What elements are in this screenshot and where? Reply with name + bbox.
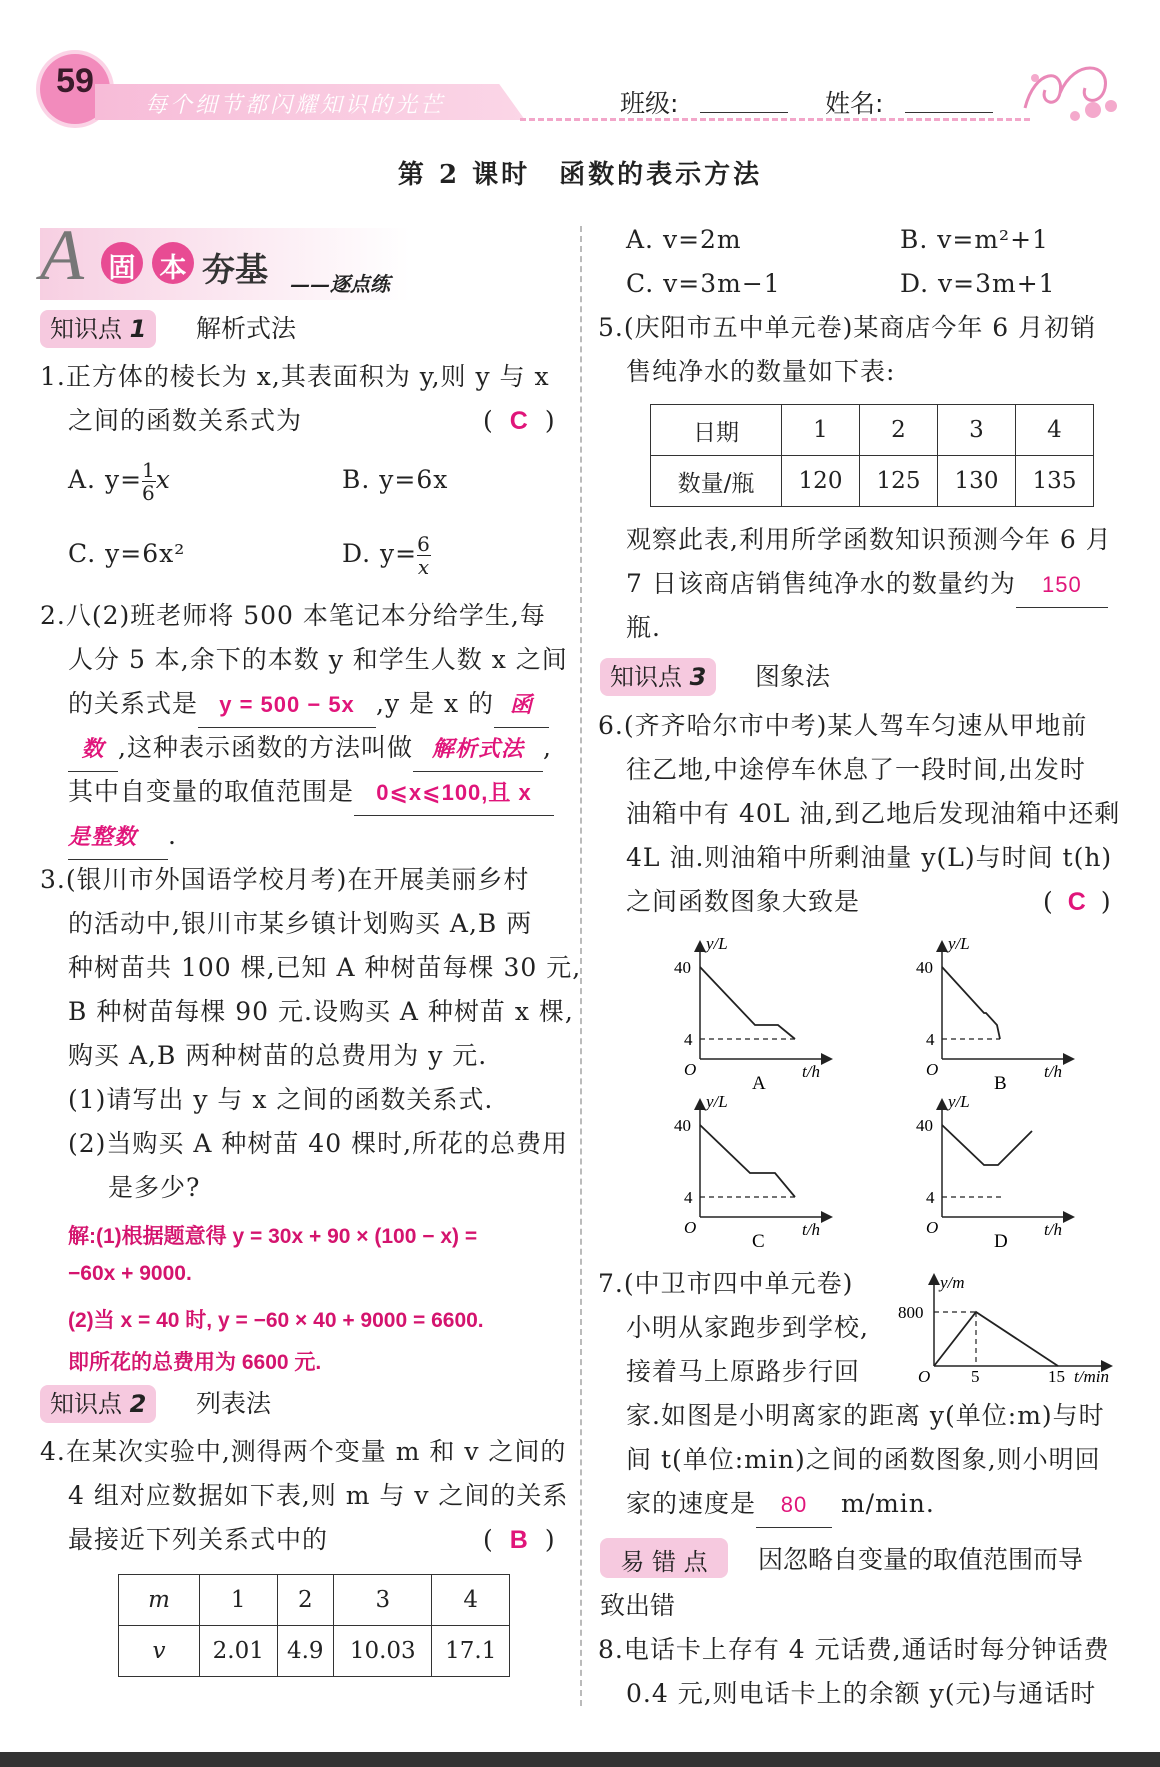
q2-blank-1[interactable]: y = 500 − 5x [198, 683, 376, 728]
graph-c [674, 1092, 830, 1252]
q6-line-3: 油箱中有 40L 油,到乙地后发现油箱中还剩 [626, 799, 1121, 828]
q1-answer: C [509, 407, 529, 435]
q4-option-b: B. v=m²+1 [900, 225, 1049, 254]
class-input-line[interactable] [700, 112, 788, 113]
graph-a-xlabel: t/h [802, 1062, 820, 1081]
q4-table [118, 1574, 510, 1677]
table-row [651, 405, 1094, 456]
q7-line-2: 小明从家跑步到学校, [626, 1313, 869, 1342]
graph-b-label: B [994, 1073, 1007, 1094]
error-point-tag: 易 错 点 [620, 1548, 708, 1576]
q4-option-d: D. v=3m+1 [900, 269, 1056, 298]
table-row [651, 456, 1094, 507]
graph-a-y4: 4 [684, 1030, 693, 1049]
q2-line-4: 数 ,这种表示函数的方法叫做 解析式法 , [68, 726, 552, 772]
table-cell: m [119, 1575, 200, 1626]
q7-line-1: 7.(中卫市四中单元卷) [598, 1269, 854, 1298]
table-row [119, 1575, 510, 1626]
banner-title: 夯基 [202, 250, 268, 289]
q3-line-3: 种树苗共 100 棵,已知 A 种树苗每棵 30 元, [68, 953, 582, 982]
graph-d-origin: O [926, 1218, 939, 1237]
q7-graph-origin: O [918, 1367, 931, 1386]
q1-option-a: A. y= $\frac{1}{6}$ x [68, 458, 171, 505]
q2-line-6: 是整数 . [68, 814, 177, 860]
graph-b-origin: O [926, 1060, 939, 1079]
q4-option-a: A. v=2m [626, 225, 742, 254]
q7-graph-xlabel: t/min [1074, 1367, 1109, 1386]
table-cell: 1 [782, 405, 860, 456]
graph-c-ylabel: y/L [706, 1092, 728, 1111]
q4-option-c: C. v=3m−1 [626, 269, 781, 298]
knowledge-point-3-tag: 知识点 3 [600, 658, 716, 696]
name-label: 姓名: [825, 89, 884, 118]
table-cell: 125 [860, 456, 938, 507]
banner-char-1: 固 [108, 253, 136, 284]
graph-a-y40: 40 [674, 958, 691, 977]
q3-sub-1: (1)请写出 y 与 x 之间的函数关系式. [68, 1085, 494, 1114]
lesson-title: 第 2 课时 函数的表示方法 [397, 160, 763, 190]
graph-a-label: A [752, 1073, 766, 1094]
q3-answer-2: −60x + 9000. [68, 1262, 192, 1285]
q6-line-4: 4L 油.则油箱中所剩油量 y(L)与时间 t(h) [626, 843, 1113, 872]
q2-line-2: 人分 5 本,余下的本数 y 和学生人数 x 之间 [68, 645, 568, 674]
flourish-icon [1015, 48, 1125, 128]
graph-b [916, 935, 1072, 1094]
q7-line-5: 间 t(单位:min)之间的函数图象,则小明回 [626, 1445, 1101, 1474]
q4-line-1: 4.在某次实验中,测得两个变量 m 和 v 之间的 [40, 1437, 567, 1466]
table-cell: 4 [432, 1575, 510, 1626]
q3-sub-2b: 是多少? [108, 1173, 201, 1202]
q7-line-6: 家的速度是 80 m/min. [626, 1482, 935, 1528]
section-banner-letter: A [40, 215, 84, 295]
q6-answer: C [1067, 888, 1087, 916]
q6-line-1: 6.(齐齐哈尔市中考)某人驾车匀速从甲地前 [598, 711, 1088, 740]
q5-line-5: 瓶. [626, 613, 661, 642]
knowledge-point-2-title: 列表法 [196, 1389, 272, 1418]
q1-option-c: C. y=6x² [68, 539, 186, 568]
banner-char-2: 本 [159, 253, 187, 284]
banner-suffix: ——逐点练 [290, 272, 390, 296]
q1-option-d: D. y= $\frac{6}{x}$ [342, 532, 431, 579]
q2-blank-2-cont[interactable]: 数 [68, 727, 118, 772]
q3-answer-1: 解:(1)根据题意得 y = 30x + 90 × (100 − x) = [68, 1225, 478, 1248]
q5-line-2: 售纯净水的数量如下表: [626, 357, 896, 386]
q7-blank[interactable]: 80 [756, 1483, 832, 1528]
graph-c-xlabel: t/h [802, 1220, 820, 1239]
q6-graphs [660, 935, 1100, 1255]
graph-a-origin: O [684, 1060, 697, 1079]
name-input-line[interactable] [905, 112, 993, 113]
table-cell: 3 [334, 1575, 432, 1626]
header-slogan: 每个细节都闪耀知识的光芒 [145, 93, 446, 118]
q6-line-2: 往乙地,中途停车休息了一段时间,出发时 [626, 755, 1086, 784]
q3-sub-2a: (2)当购买 A 种树苗 40 棵时,所花的总费用 [68, 1129, 569, 1158]
page-number: 59 [56, 62, 94, 100]
header-dashed-line [520, 118, 1030, 121]
table-cell: 10.03 [334, 1626, 432, 1677]
q2-blank-2[interactable]: 函 [494, 683, 549, 728]
q7-line-4: 家.如图是小明离家的距离 y(单位:m)与时 [626, 1401, 1105, 1430]
table-cell: 2 [277, 1575, 334, 1626]
q2-blank-3[interactable]: 解析式法 [413, 727, 543, 772]
table-cell: 2.01 [200, 1626, 278, 1677]
table-cell: 1 [200, 1575, 278, 1626]
q2-line-3: 的关系式是 y = 500 − 5x ,y 是 x 的 函 [68, 682, 549, 728]
q3-answer-4: 即所花的总费用为 6600 元. [68, 1351, 322, 1374]
table-cell: 130 [938, 456, 1016, 507]
knowledge-point-2-tag: 知识点 2 [40, 1385, 156, 1423]
table-cell: 日期 [651, 405, 782, 456]
q3-line-1: 3.(银川市外国语学校月考)在开展美丽乡村 [40, 865, 530, 894]
table-cell: v [119, 1626, 200, 1677]
q1-line-2: 之间的函数关系式为 [68, 406, 303, 435]
q8-line-2: 0.4 元,则电话卡上的余额 y(元)与通话时 [626, 1679, 1097, 1708]
q6-answer-bracket: ( C ) [1043, 887, 1112, 916]
graph-b-ylabel: y/L [948, 935, 970, 953]
q7-graph [890, 1268, 1130, 1388]
table-cell: 2 [860, 405, 938, 456]
q5-line-3: 观察此表,利用所学函数知识预测今年 6 月 [626, 525, 1112, 554]
table-cell: 4.9 [277, 1626, 334, 1677]
graph-a [674, 935, 830, 1094]
graph-d-y40: 40 [916, 1116, 933, 1135]
class-label: 班级: [620, 89, 679, 118]
q4-answer-bracket: ( B ) [483, 1525, 556, 1554]
graph-d [916, 1092, 1072, 1252]
q4-line-3: 最接近下列关系式中的 [68, 1525, 329, 1554]
q7-graph-y800: 800 [898, 1303, 924, 1322]
knowledge-point-1-title: 解析式法 [196, 314, 297, 343]
q5-line-1: 5.(庆阳市五中单元卷)某商店今年 6 月初销 [598, 313, 1097, 342]
graph-c-origin: O [684, 1218, 697, 1237]
q2-line-5: 其中自变量的取值范围是 0⩽x⩽100,且 x [68, 770, 554, 816]
error-point-title-2: 致出错 [600, 1591, 676, 1620]
table-cell: 120 [782, 456, 860, 507]
q2-blank-4-cont[interactable]: 是整数 [68, 815, 168, 860]
graph-c-label: C [752, 1231, 765, 1252]
q3-line-4: B 种树苗每棵 90 元.设购买 A 种树苗 x 棵, [68, 997, 574, 1026]
table-row [119, 1626, 510, 1677]
q7-graph-ylabel: y/m [940, 1273, 965, 1292]
q2-line-1: 2.八(2)班老师将 500 本笔记本分给学生,每 [40, 601, 546, 630]
q7-graph-x15: 15 [1048, 1367, 1065, 1386]
q1-answer-bracket: ( C ) [483, 406, 556, 435]
q2-blank-4[interactable]: 0⩽x⩽100,且 x [354, 771, 554, 816]
graph-c-y40: 40 [674, 1116, 691, 1135]
table-cell: 3 [938, 405, 1016, 456]
table-cell: 135 [1016, 456, 1094, 507]
table-cell: 数量/瓶 [651, 456, 782, 507]
q4-answer: B [509, 1526, 529, 1554]
graph-d-xlabel: t/h [1044, 1220, 1062, 1239]
graph-c-y4: 4 [684, 1188, 693, 1207]
q1-line-1: 1.正方体的棱长为 x,其表面积为 y,则 y 与 x [40, 362, 550, 391]
bottom-bar [0, 1752, 1160, 1767]
graph-b-y4: 4 [926, 1030, 935, 1049]
error-point-title-1: 因忽略自变量的取值范围而导 [758, 1545, 1084, 1574]
graph-d-y4: 4 [926, 1188, 935, 1207]
q5-line-4: 7 日该商店销售纯净水的数量约为 150 [626, 562, 1108, 608]
q6-line-5: 之间函数图象大致是 [626, 887, 861, 916]
q7-graph-x5: 5 [971, 1367, 980, 1386]
q7-line-3: 接着马上原路步行回 [626, 1357, 861, 1386]
knowledge-point-1-tag: 知识点 1 [40, 310, 156, 348]
q5-blank[interactable]: 150 [1016, 563, 1108, 608]
q1-option-b: B. y=6x [342, 465, 449, 494]
q3-line-5: 购买 A,B 两种树苗的总费用为 y 元. [68, 1041, 488, 1070]
graph-b-xlabel: t/h [1044, 1062, 1062, 1081]
graph-b-y40: 40 [916, 958, 933, 977]
q8-line-1: 8.电话卡上存有 4 元话费,通话时每分钟话费 [598, 1635, 1110, 1664]
knowledge-point-3-title: 图象法 [755, 662, 831, 691]
graph-a-ylabel: y/L [706, 935, 728, 953]
q3-answer-3: (2)当 x = 40 时, y = −60 × 40 + 9000 = 6600. [68, 1309, 484, 1332]
graph-d-ylabel: y/L [948, 1092, 970, 1111]
table-cell: 17.1 [432, 1626, 510, 1677]
q4-line-2: 4 组对应数据如下表,则 m 与 v 之间的关系 [68, 1481, 569, 1510]
q3-line-2: 的活动中,银川市某乡镇计划购买 A,B 两 [68, 909, 533, 938]
table-cell: 4 [1016, 405, 1094, 456]
graph-d-label: D [994, 1231, 1008, 1252]
q5-table [650, 404, 1094, 507]
